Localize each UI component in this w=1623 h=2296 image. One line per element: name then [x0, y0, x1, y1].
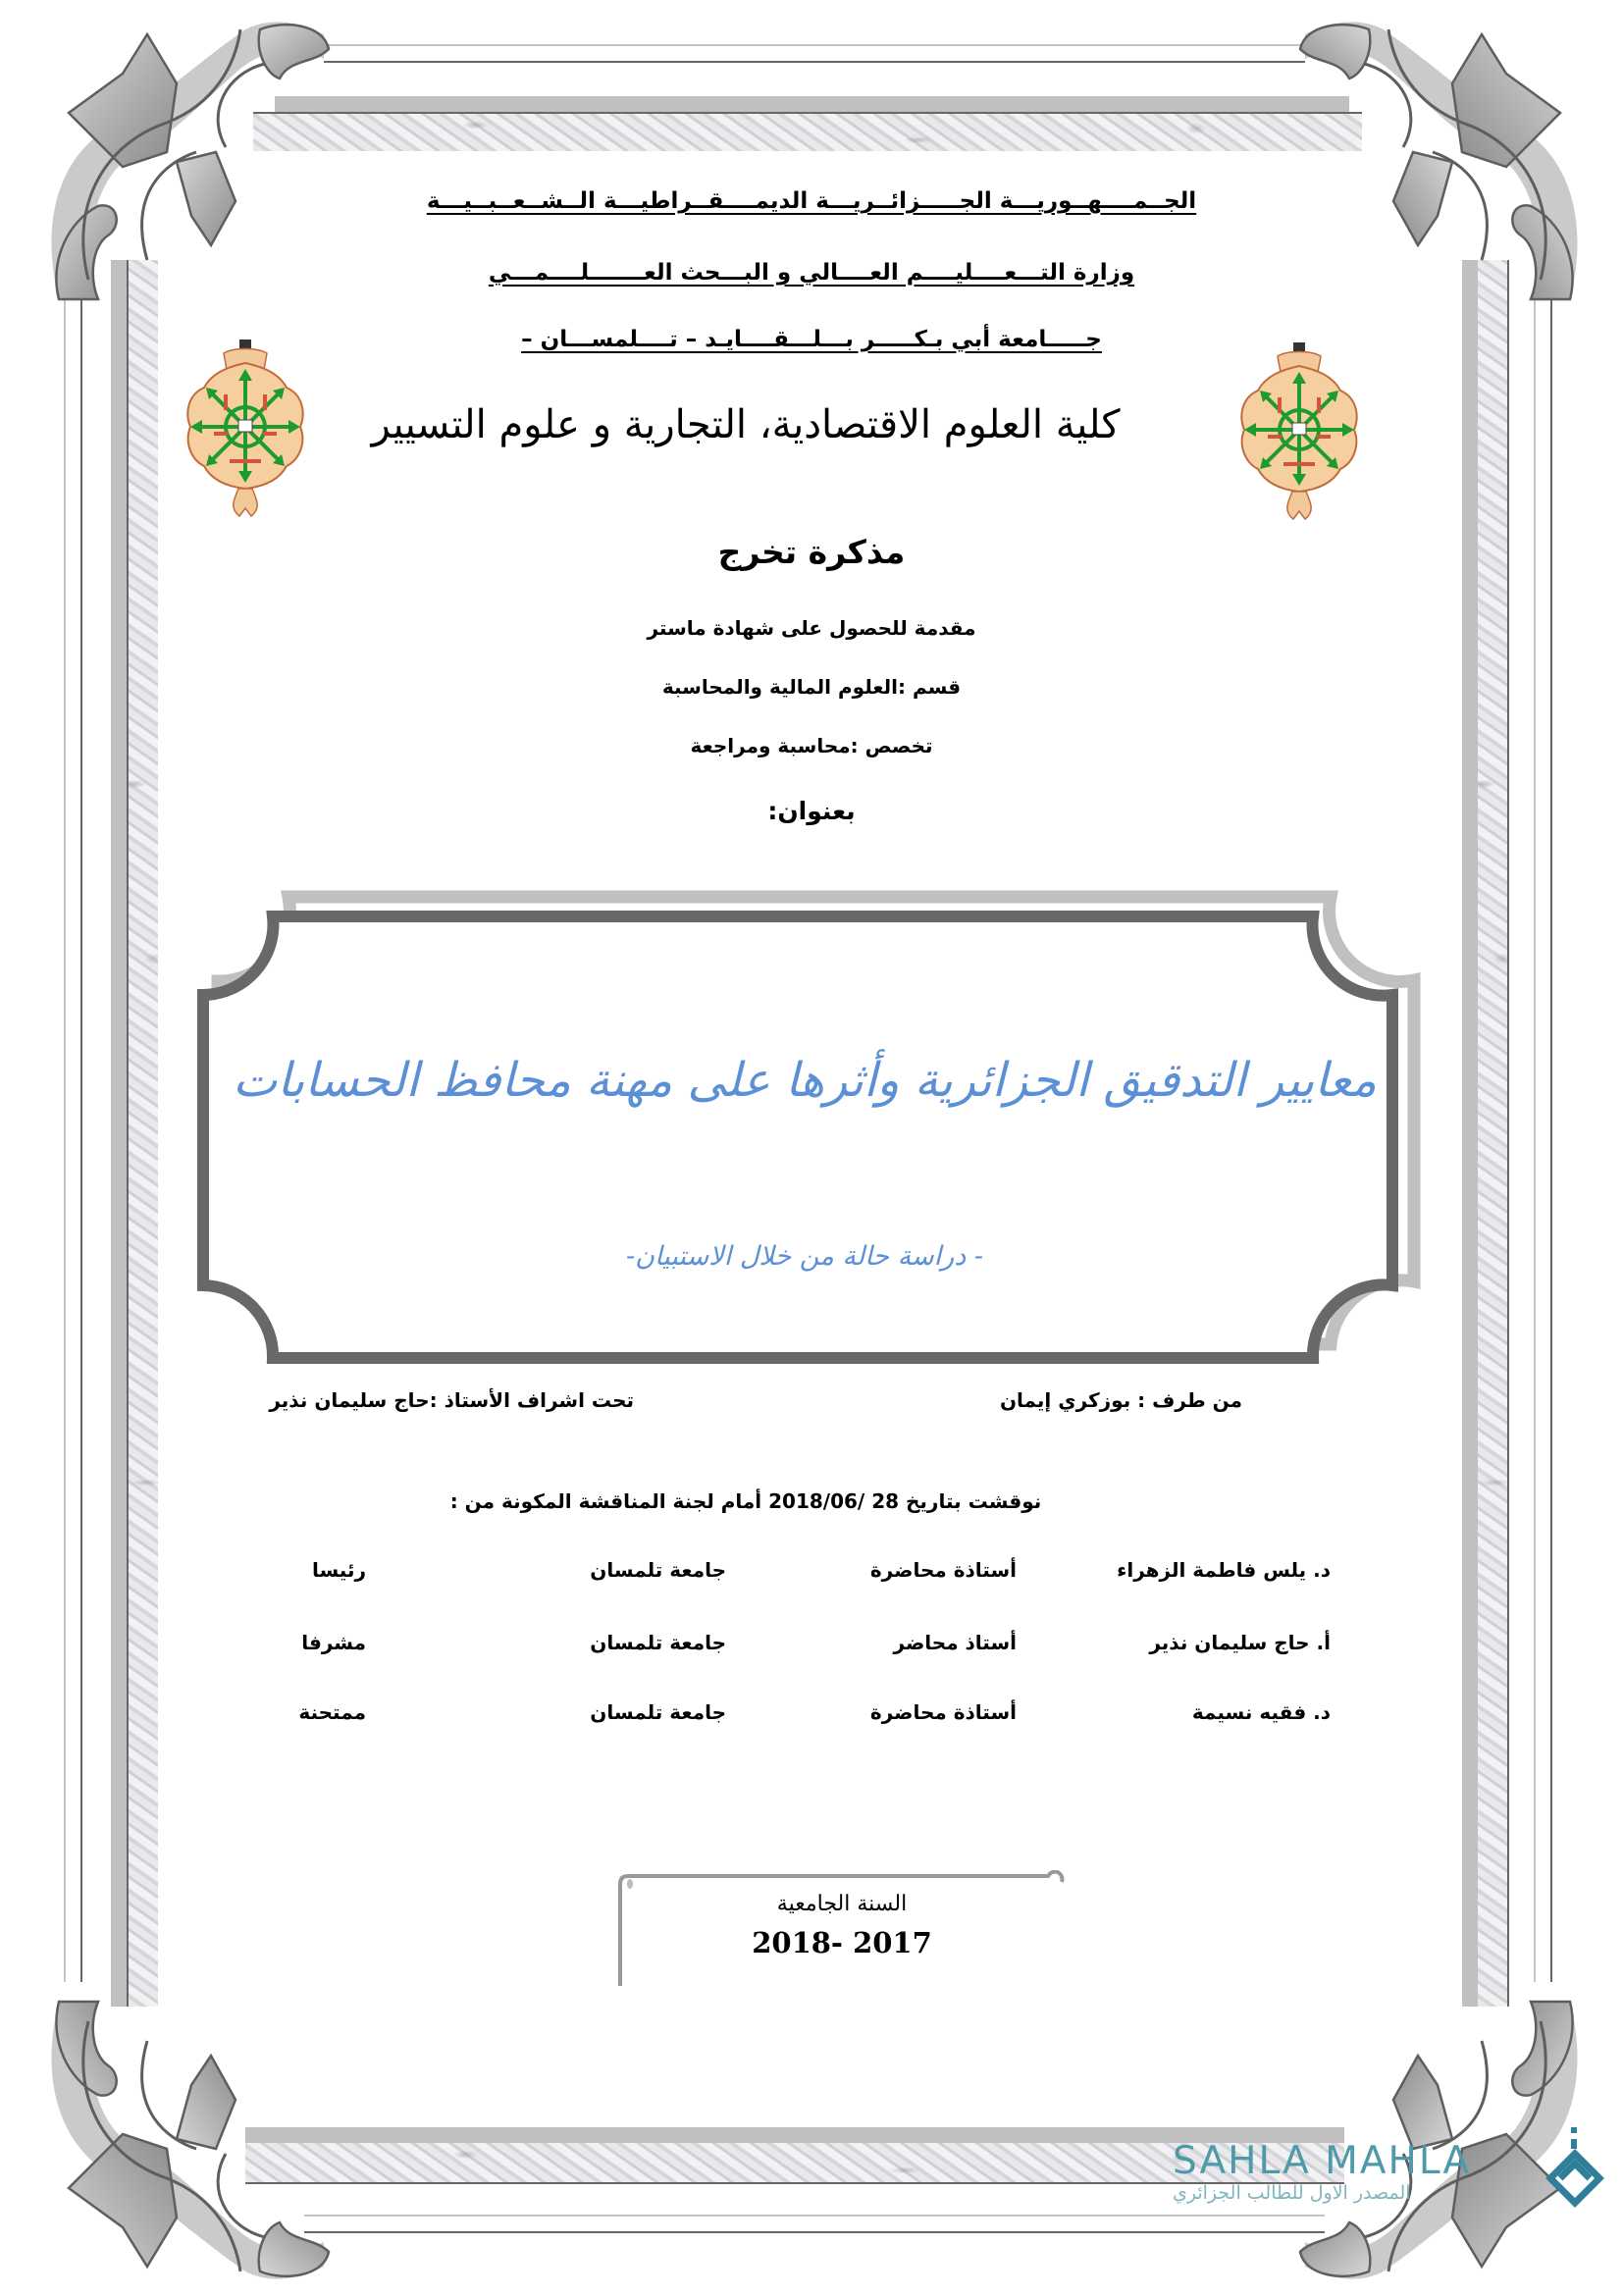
author: من طرف : بوزكري إيمان [999, 1388, 1242, 1412]
corner-ornament-bottom-left-icon [29, 1982, 343, 2296]
member-name: أ. حاج سليمان نذير [1149, 1631, 1331, 1654]
degree-purpose: مقدمة للحصول على شهادة ماستر [647, 616, 976, 640]
frame-right-marble [1478, 260, 1509, 2007]
frame-top-line-light [324, 44, 1305, 46]
member-rank: أستاذ محاضر [893, 1631, 1017, 1654]
member-university: جامعة تلمسان [590, 1700, 726, 1724]
frame-top-marble [253, 112, 1362, 151]
supervisor: تحت اشراف الأستاذ :حاج سليمان نذير [269, 1388, 634, 1412]
university-name: جـــــامعة أبي بـكـــــر بـــلـــقــــايـد – تــــلمســـان – [521, 327, 1102, 352]
faculty-name: كلية العلوم الاقتصادية، التجارية و علوم التسيير [371, 402, 1121, 447]
university-emblem-right-icon [1238, 337, 1360, 523]
member-rank: أستاذة محاضرة [869, 1558, 1017, 1582]
frame-bottom-line-light [304, 2215, 1325, 2217]
frame-bottom-line-dark [304, 2231, 1325, 2233]
member-university: جامعة تلمسان [590, 1631, 726, 1654]
thesis-title: معايير التدقيق الجزائرية وأثرها على مهنة محافظ الحسابات [233, 1053, 1377, 1108]
member-name: د. يلس فاطمة الزهراء [1117, 1558, 1331, 1582]
ministry-name: وزارة التـــعــــليــــم العــــالي و البـــحث العـــــــلــــمـــي [488, 260, 1135, 286]
watermark-brand: SAHLA MAHLA [1173, 2139, 1472, 2183]
country-name: الجــمــــهــوريـــة الجـــــزائــريـــة الديمــــقــراطيـــة الــشــعــبــيـــة [426, 188, 1197, 214]
committee-row [0, 1631, 1623, 1664]
frame-right-band [1462, 260, 1478, 2007]
academic-year-label: السنة الجامعية [776, 1892, 908, 1916]
memo-title: مذكرة تخرج [717, 533, 906, 571]
watermark-tagline: المصدر الاول للطالب الجزائري [1173, 2182, 1411, 2204]
member-role: ممتحنة [298, 1700, 366, 1724]
frame-left-band [111, 260, 127, 2007]
frame-left-marble [127, 260, 158, 2007]
frame-top-band [275, 96, 1349, 112]
member-name: د. فقيه نسيمة [1191, 1700, 1331, 1724]
department: قسم :العلوم المالية والمحاسبة [661, 675, 962, 699]
member-role: مشرفا [301, 1631, 366, 1654]
watermark-logo-icon [1541, 2119, 1609, 2208]
frame-top-line-dark [324, 61, 1305, 63]
committee-row [0, 1558, 1623, 1592]
defense-statement: نوقشت بتاريخ 28 /2018/06 أمام لجنة المناقشة المكونة من : [449, 1489, 1042, 1513]
committee-row [0, 1700, 1623, 1734]
member-rank: أستاذة محاضرة [869, 1700, 1017, 1724]
title-box-frame [177, 883, 1433, 1374]
specialty: تخصص :محاسبة ومراجعة [690, 734, 933, 757]
member-role: رئيسا [311, 1558, 366, 1582]
thesis-subtitle: - دراسة حالة من خلال الاستبيان- [626, 1241, 983, 1272]
member-university: جامعة تلمسان [590, 1558, 726, 1582]
title-label: بعنوان: [767, 797, 856, 825]
university-emblem-left-icon [184, 334, 306, 520]
academic-year-value: 2018- 2017 [752, 1926, 932, 1959]
